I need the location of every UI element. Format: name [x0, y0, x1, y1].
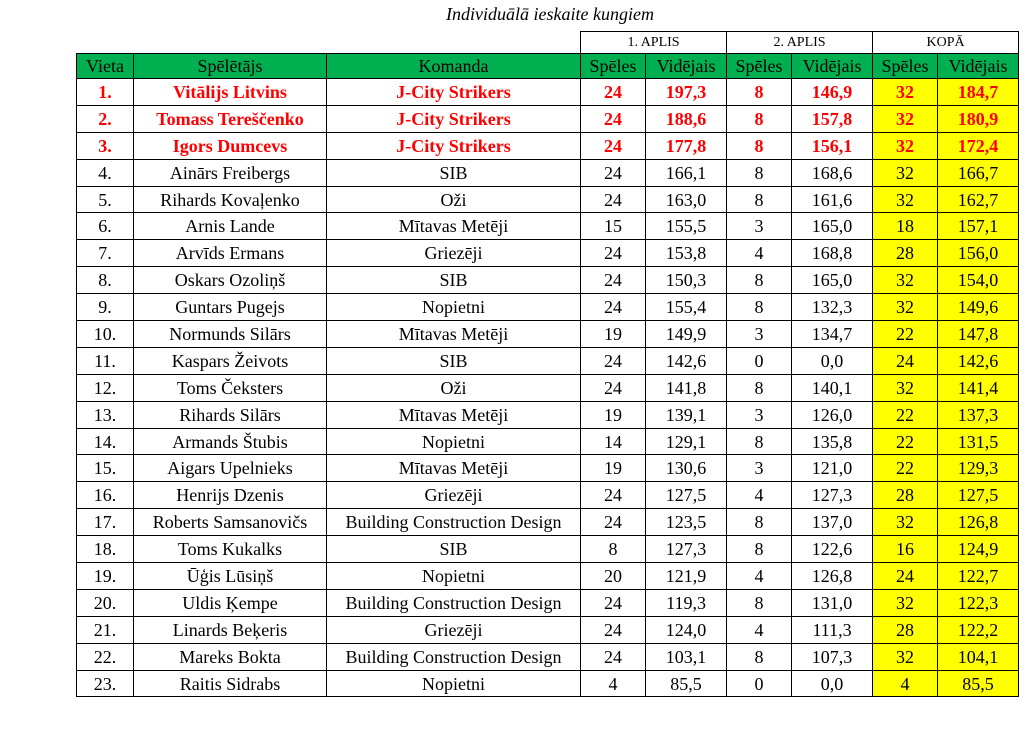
cell-r2-games: 4 [727, 482, 792, 509]
cell-r2-games: 3 [727, 321, 792, 348]
cell-r1-avg: 166,1 [646, 159, 727, 186]
cell-r2-games: 3 [727, 213, 792, 240]
group-round1: 1. APLIS [581, 32, 727, 54]
cell-r2-avg: 132,3 [792, 294, 873, 321]
cell-r1-games: 24 [581, 186, 646, 213]
cell-r1-games: 24 [581, 643, 646, 670]
cell-r2-games: 8 [727, 79, 792, 106]
cell-r2-games: 8 [727, 132, 792, 159]
cell-r1-avg: 177,8 [646, 132, 727, 159]
cell-total-games: 22 [873, 455, 938, 482]
cell-r1-avg: 155,4 [646, 294, 727, 321]
cell-r1-games: 24 [581, 105, 646, 132]
cell-r2-avg: 146,9 [792, 79, 873, 106]
cell-team: J-City Strikers [327, 132, 581, 159]
cell-team: Building Construction Design [327, 589, 581, 616]
cell-r1-games: 24 [581, 132, 646, 159]
cell-r1-games: 19 [581, 401, 646, 428]
cell-r2-games: 8 [727, 536, 792, 563]
cell-total-avg: 124,9 [938, 536, 1019, 563]
cell-player: Toms Čeksters [134, 374, 327, 401]
cell-total-avg: 131,5 [938, 428, 1019, 455]
cell-r1-avg: 139,1 [646, 401, 727, 428]
cell-r2-avg: 157,8 [792, 105, 873, 132]
table-row [77, 401, 1019, 428]
cell-player: Linards Beķeris [134, 616, 327, 643]
cell-r1-avg: 153,8 [646, 240, 727, 267]
cell-place: 3. [77, 132, 134, 159]
cell-total-games: 32 [873, 589, 938, 616]
header-total-games: Spēles [873, 54, 938, 79]
cell-r2-avg: 107,3 [792, 643, 873, 670]
cell-team: SIB [327, 347, 581, 374]
page-title: Individuālā ieskaite kungiem [446, 4, 654, 24]
cell-place: 14. [77, 428, 134, 455]
cell-total-games: 32 [873, 186, 938, 213]
cell-place: 7. [77, 240, 134, 267]
table-row [77, 589, 1019, 616]
cell-total-avg: 154,0 [938, 267, 1019, 294]
cell-player: Ūģis Lūsiņš [134, 563, 327, 590]
cell-player: Oskars Ozoliņš [134, 267, 327, 294]
cell-team: Nopietni [327, 670, 581, 697]
cell-r2-avg: 140,1 [792, 374, 873, 401]
cell-team: SIB [327, 536, 581, 563]
cell-total-avg: 122,3 [938, 589, 1019, 616]
cell-r2-games: 8 [727, 509, 792, 536]
cell-total-games: 32 [873, 79, 938, 106]
cell-r1-games: 24 [581, 267, 646, 294]
cell-r2-avg: 165,0 [792, 213, 873, 240]
table-row [77, 321, 1019, 348]
table-row [77, 267, 1019, 294]
group-blank-cell [77, 32, 581, 54]
table-row [77, 213, 1019, 240]
cell-total-avg: 122,7 [938, 563, 1019, 590]
table-row [77, 374, 1019, 401]
cell-place: 2. [77, 105, 134, 132]
cell-r2-games: 8 [727, 105, 792, 132]
cell-player: Kaspars Žeivots [134, 347, 327, 374]
cell-r2-games: 8 [727, 186, 792, 213]
cell-total-games: 22 [873, 428, 938, 455]
cell-r2-avg: 134,7 [792, 321, 873, 348]
group-header-row [77, 32, 1019, 54]
cell-player: Armands Štubis [134, 428, 327, 455]
header-team: Komanda [327, 54, 581, 79]
cell-total-avg: 126,8 [938, 509, 1019, 536]
cell-player: Raitis Sidrabs [134, 670, 327, 697]
cell-r1-games: 14 [581, 428, 646, 455]
cell-r1-games: 20 [581, 563, 646, 590]
cell-total-games: 4 [873, 670, 938, 697]
cell-total-games: 24 [873, 563, 938, 590]
cell-place: 6. [77, 213, 134, 240]
cell-player: Igors Dumcevs [134, 132, 327, 159]
cell-total-games: 32 [873, 159, 938, 186]
cell-place: 1. [77, 79, 134, 106]
cell-player: Henrijs Dzenis [134, 482, 327, 509]
cell-place: 16. [77, 482, 134, 509]
cell-place: 20. [77, 589, 134, 616]
table-row [77, 105, 1019, 132]
cell-r2-games: 8 [727, 294, 792, 321]
cell-total-games: 32 [873, 267, 938, 294]
cell-total-games: 22 [873, 321, 938, 348]
cell-player: Arnis Lande [134, 213, 327, 240]
cell-total-avg: 122,2 [938, 616, 1019, 643]
cell-total-avg: 149,6 [938, 294, 1019, 321]
cell-r2-avg: 168,6 [792, 159, 873, 186]
cell-r1-avg: 124,0 [646, 616, 727, 643]
table-row [77, 240, 1019, 267]
cell-total-games: 18 [873, 213, 938, 240]
cell-r1-avg: 127,3 [646, 536, 727, 563]
header-r2-games: Spēles [727, 54, 792, 79]
cell-total-games: 32 [873, 509, 938, 536]
cell-r2-games: 0 [727, 347, 792, 374]
cell-total-avg: 166,7 [938, 159, 1019, 186]
cell-r1-games: 24 [581, 79, 646, 106]
header-player: Spēlētājs [134, 54, 327, 79]
cell-r1-avg: 141,8 [646, 374, 727, 401]
cell-r2-avg: 111,3 [792, 616, 873, 643]
cell-r1-avg: 155,5 [646, 213, 727, 240]
cell-total-avg: 184,7 [938, 79, 1019, 106]
cell-r1-games: 24 [581, 482, 646, 509]
cell-r1-avg: 149,9 [646, 321, 727, 348]
cell-team: Oži [327, 186, 581, 213]
cell-r1-avg: 127,5 [646, 482, 727, 509]
cell-r2-avg: 156,1 [792, 132, 873, 159]
cell-r1-games: 24 [581, 616, 646, 643]
cell-r1-avg: 119,3 [646, 589, 727, 616]
table-row [77, 347, 1019, 374]
cell-place: 13. [77, 401, 134, 428]
cell-r1-avg: 85,5 [646, 670, 727, 697]
cell-total-avg: 85,5 [938, 670, 1019, 697]
cell-player: Guntars Pugejs [134, 294, 327, 321]
cell-player: Vitālijs Litvins [134, 79, 327, 106]
cell-total-avg: 141,4 [938, 374, 1019, 401]
cell-total-games: 28 [873, 482, 938, 509]
cell-r1-avg: 188,6 [646, 105, 727, 132]
cell-r2-games: 0 [727, 670, 792, 697]
cell-r1-avg: 129,1 [646, 428, 727, 455]
cell-r2-avg: 121,0 [792, 455, 873, 482]
table-row [77, 670, 1019, 697]
cell-total-avg: 104,1 [938, 643, 1019, 670]
cell-team: Mītavas Metēji [327, 455, 581, 482]
cell-place: 8. [77, 267, 134, 294]
cell-r1-avg: 142,6 [646, 347, 727, 374]
cell-player: Normunds Silārs [134, 321, 327, 348]
cell-total-games: 28 [873, 616, 938, 643]
cell-r2-games: 4 [727, 563, 792, 590]
cell-player: Rihards Silārs [134, 401, 327, 428]
cell-team: Building Construction Design [327, 509, 581, 536]
cell-team: SIB [327, 267, 581, 294]
cell-team: Griezēji [327, 616, 581, 643]
cell-total-avg: 142,6 [938, 347, 1019, 374]
cell-place: 18. [77, 536, 134, 563]
cell-r1-games: 15 [581, 213, 646, 240]
cell-r2-avg: 122,6 [792, 536, 873, 563]
table-row [77, 563, 1019, 590]
table-row [77, 132, 1019, 159]
cell-total-avg: 129,3 [938, 455, 1019, 482]
cell-player: Arvīds Ermans [134, 240, 327, 267]
cell-r1-games: 8 [581, 536, 646, 563]
cell-player: Roberts Samsanovičs [134, 509, 327, 536]
cell-total-avg: 147,8 [938, 321, 1019, 348]
cell-team: Oži [327, 374, 581, 401]
cell-team: Mītavas Metēji [327, 321, 581, 348]
cell-team: Griezēji [327, 482, 581, 509]
cell-team: Mītavas Metēji [327, 213, 581, 240]
group-total: KOPĀ [873, 32, 1019, 54]
cell-r1-games: 24 [581, 240, 646, 267]
cell-team: Building Construction Design [327, 643, 581, 670]
cell-r1-avg: 197,3 [646, 79, 727, 106]
table-row [77, 643, 1019, 670]
cell-total-avg: 172,4 [938, 132, 1019, 159]
cell-r2-avg: 0,0 [792, 347, 873, 374]
group-round2: 2. APLIS [727, 32, 873, 54]
header-total-avg: Vidējais [938, 54, 1019, 79]
table-row [77, 536, 1019, 563]
cell-r2-avg: 0,0 [792, 670, 873, 697]
cell-place: 5. [77, 186, 134, 213]
cell-r1-games: 24 [581, 294, 646, 321]
cell-r2-avg: 165,0 [792, 267, 873, 294]
cell-team: Nopietni [327, 294, 581, 321]
cell-r2-avg: 126,8 [792, 563, 873, 590]
cell-total-games: 32 [873, 132, 938, 159]
table-row [77, 186, 1019, 213]
cell-r2-avg: 137,0 [792, 509, 873, 536]
cell-place: 10. [77, 321, 134, 348]
cell-place: 21. [77, 616, 134, 643]
cell-r1-games: 24 [581, 347, 646, 374]
cell-r1-avg: 130,6 [646, 455, 727, 482]
cell-r1-avg: 121,9 [646, 563, 727, 590]
cell-team: Griezēji [327, 240, 581, 267]
cell-r2-games: 8 [727, 589, 792, 616]
cell-r1-games: 24 [581, 589, 646, 616]
cell-total-avg: 157,1 [938, 213, 1019, 240]
cell-r2-avg: 131,0 [792, 589, 873, 616]
cell-r1-games: 24 [581, 374, 646, 401]
cell-r1-avg: 150,3 [646, 267, 727, 294]
table-row [77, 428, 1019, 455]
cell-total-avg: 127,5 [938, 482, 1019, 509]
cell-total-avg: 162,7 [938, 186, 1019, 213]
cell-r2-avg: 126,0 [792, 401, 873, 428]
cell-r2-games: 4 [727, 240, 792, 267]
cell-place: 15. [77, 455, 134, 482]
header-r1-avg: Vidējais [646, 54, 727, 79]
cell-team: Nopietni [327, 428, 581, 455]
cell-total-games: 32 [873, 105, 938, 132]
cell-place: 12. [77, 374, 134, 401]
cell-total-avg: 156,0 [938, 240, 1019, 267]
table-row [77, 616, 1019, 643]
cell-r2-games: 8 [727, 159, 792, 186]
cell-r2-games: 8 [727, 374, 792, 401]
cell-player: Aigars Upelnieks [134, 455, 327, 482]
cell-r2-avg: 161,6 [792, 186, 873, 213]
cell-total-games: 32 [873, 294, 938, 321]
cell-place: 17. [77, 509, 134, 536]
cell-team: Mītavas Metēji [327, 401, 581, 428]
cell-place: 19. [77, 563, 134, 590]
cell-r1-games: 19 [581, 455, 646, 482]
standings-table [76, 31, 1019, 697]
cell-player: Tomass Tereščenko [134, 105, 327, 132]
cell-total-games: 32 [873, 374, 938, 401]
cell-r1-avg: 163,0 [646, 186, 727, 213]
cell-place: 23. [77, 670, 134, 697]
cell-total-games: 22 [873, 401, 938, 428]
cell-total-games: 32 [873, 643, 938, 670]
header-r1-games: Spēles [581, 54, 646, 79]
cell-player: Ainārs Freibergs [134, 159, 327, 186]
cell-r2-games: 8 [727, 428, 792, 455]
column-header-row [77, 54, 1019, 79]
cell-player: Rihards Kovaļenko [134, 186, 327, 213]
cell-team: J-City Strikers [327, 79, 581, 106]
cell-r2-avg: 135,8 [792, 428, 873, 455]
cell-r1-games: 4 [581, 670, 646, 697]
header-place: Vieta [77, 54, 134, 79]
cell-team: Nopietni [327, 563, 581, 590]
table-row [77, 79, 1019, 106]
cell-r2-games: 3 [727, 401, 792, 428]
cell-total-avg: 180,9 [938, 105, 1019, 132]
cell-r1-games: 24 [581, 509, 646, 536]
cell-r2-avg: 127,3 [792, 482, 873, 509]
table-row [77, 455, 1019, 482]
cell-player: Uldis Ķempe [134, 589, 327, 616]
cell-r1-avg: 123,5 [646, 509, 727, 536]
header-r2-avg: Vidējais [792, 54, 873, 79]
cell-r2-games: 3 [727, 455, 792, 482]
cell-r2-games: 8 [727, 267, 792, 294]
cell-place: 11. [77, 347, 134, 374]
cell-total-avg: 137,3 [938, 401, 1019, 428]
cell-r1-games: 19 [581, 321, 646, 348]
table-row [77, 294, 1019, 321]
table-row [77, 159, 1019, 186]
table-row [77, 482, 1019, 509]
cell-player: Toms Kukalks [134, 536, 327, 563]
cell-r1-avg: 103,1 [646, 643, 727, 670]
cell-total-games: 28 [873, 240, 938, 267]
cell-r1-games: 24 [581, 159, 646, 186]
cell-place: 9. [77, 294, 134, 321]
cell-total-games: 24 [873, 347, 938, 374]
table-row [77, 509, 1019, 536]
cell-total-games: 16 [873, 536, 938, 563]
cell-team: SIB [327, 159, 581, 186]
cell-place: 22. [77, 643, 134, 670]
cell-r2-games: 4 [727, 616, 792, 643]
standings-body [77, 79, 1019, 697]
cell-place: 4. [77, 159, 134, 186]
cell-r2-games: 8 [727, 643, 792, 670]
cell-team: J-City Strikers [327, 105, 581, 132]
cell-r2-avg: 168,8 [792, 240, 873, 267]
cell-player: Mareks Bokta [134, 643, 327, 670]
